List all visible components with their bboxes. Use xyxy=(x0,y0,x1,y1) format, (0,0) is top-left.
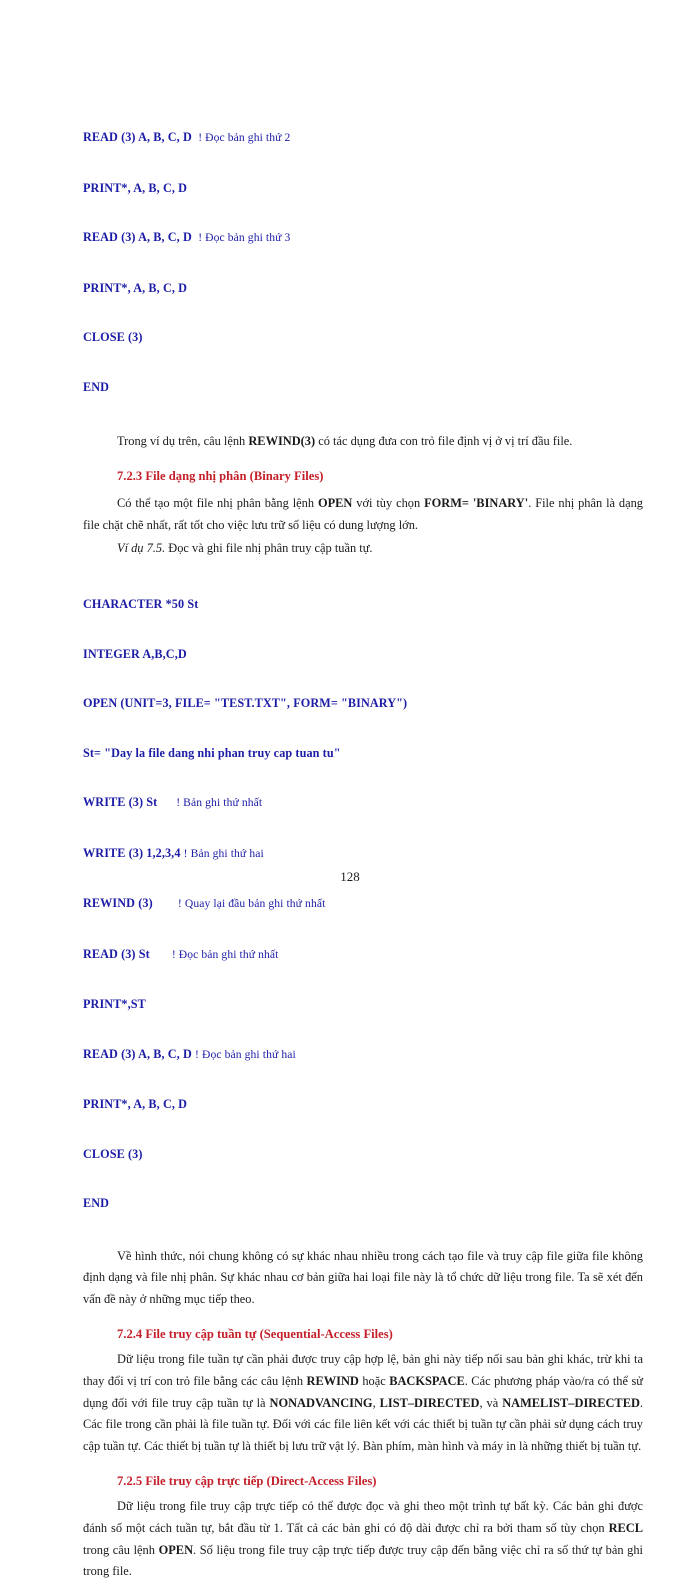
code-block-2 xyxy=(83,563,643,1245)
code-line: READ (3) A, B, C, D ! Đọc bản ghi thứ hai xyxy=(83,1046,296,1061)
code-line: WRITE (3) 1,2,3,4 ! Bản ghi thứ hai xyxy=(83,845,264,860)
code-line: END xyxy=(83,379,110,394)
paragraph-format-difference: Về hình thức, nói chung không có sự khác nhau nhiều trong cách tạo file và truy cập file giữa file không định dạng và file nhị phân. Sự khác nhau cơ bản giữa hai loại file này là tổ chức dữ liệu trong file. Ta sẽ xét đến vấn đề này ở những mục tiếp theo. xyxy=(83,1248,643,1307)
paragraph-rewind: Trong ví dụ trên, câu lệnh REWIND(3) có tác dụng đưa con trỏ file định vị ở vị trí đầu file. xyxy=(117,434,573,448)
code-line: PRINT*, A, B, C, D xyxy=(83,1097,188,1112)
code-comment: ! Đọc bản ghi thứ nhất xyxy=(171,947,279,961)
code-line: CLOSE (3) xyxy=(83,330,143,344)
code-line: CLOSE (3) xyxy=(83,1146,143,1161)
document-page xyxy=(83,96,643,1583)
code-line: OPEN (UNIT=3, FILE= "TEST.TXT", FORM= "BINARY") xyxy=(83,696,408,711)
example-caption: Ví dụ 7.5. Đọc và ghi file nhị phân truy cập tuần tự. xyxy=(117,541,373,556)
code-comment: ! Bản ghi thứ nhất xyxy=(176,796,263,810)
code-line: REWIND (3) ! Quay lại đầu bản ghi thứ nhất xyxy=(83,896,326,911)
code-comment: ! Bản ghi thứ hai xyxy=(183,846,264,860)
code-line: END xyxy=(83,1196,110,1211)
code-line: PRINT*,ST xyxy=(83,997,146,1012)
code-line: CHARACTER *50 St xyxy=(83,597,199,612)
code-comment: ! Đọc bản ghi thứ 2 xyxy=(198,131,291,144)
code-line: INTEGER A,B,C,D xyxy=(83,646,187,661)
code-block-1 xyxy=(83,96,643,428)
code-comment: ! Đọc bản ghi thứ 3 xyxy=(198,231,291,244)
paragraph-direct-access: Dữ liệu trong file truy cập trực tiếp có thể được đọc và ghi theo một trình tự bất kỳ. Các bản ghi được đánh số một cách tuần tự, bắt đầu từ 1. Tất cả các bản ghi có độ dài được chỉ ra bởi tham số tùy chọn RECL trong câu lệnh OPEN. Số liệu trong file truy cập trực tiếp được truy cập đến bằng việc chỉ ra số thứ tự bản ghi trong file. xyxy=(83,1499,643,1579)
paragraph-binary: Có thể tạo một file nhị phân bằng lệnh OPEN với tùy chọn FORM= 'BINARY'. File nhị phân là dạng file chặt chẽ nhất, rất tốt cho việc lưu trữ số liệu có dung lượng lớn. xyxy=(83,495,644,532)
code-line: WRITE (3) St ! Bản ghi thứ nhất xyxy=(83,795,263,810)
section-heading-7-2-4: 7.2.4 File truy cập tuần tự (Sequential-Access Files) xyxy=(117,1327,393,1342)
code-comment: ! Quay lại đầu bản ghi thứ nhất xyxy=(177,897,326,911)
code-line: READ (3) St ! Đọc bản ghi thứ nhất xyxy=(83,946,279,961)
code-line: READ (3) A, B, C, D ! Đọc bản ghi thứ 2 xyxy=(83,130,291,144)
page-number: 128 xyxy=(340,869,360,884)
section-heading-7-2-3: 7.2.3 File dạng nhị phân (Binary Files) xyxy=(117,468,324,483)
code-comment: ! Đọc bản ghi thứ hai xyxy=(195,1047,296,1061)
code-line: PRINT*, A, B, C, D xyxy=(83,280,188,295)
section-heading-7-2-5: 7.2.5 File truy cập trực tiếp (Direct-Access Files) xyxy=(117,1474,377,1489)
code-line: PRINT*, A, B, C, D xyxy=(83,180,188,195)
paragraph-sequential: Dữ liệu trong file tuần tự cần phải được truy cập hợp lệ, bản ghi này tiếp nối sau bản ghi khác, trừ khi ta thay đổi vị trí con trỏ file bằng các câu lệnh REWIND hoặc BACKSPACE. Các phương pháp vào/ra có thể sử dụng đối với file truy cập tuần tự là NONADVANCING, LIST–DIRECTED, và NAMELIST–DIRECTED. Các file trong cần phải là file tuần tự. Đối với các file liên kết với các thiết bị tuần tự cần phải sử dụng cách truy cập tuần tự. Các thiết bị tuần tự là thiết bị lưu trữ vật lý. Bàn phím, màn hình và máy in là những thiết bị tuần tự. xyxy=(83,1352,644,1454)
code-line: READ (3) A, B, C, D ! Đọc bản ghi thứ 3 xyxy=(83,230,291,244)
code-line: St= "Day la file dang nhi phan truy cap tuan tu" xyxy=(83,745,341,760)
